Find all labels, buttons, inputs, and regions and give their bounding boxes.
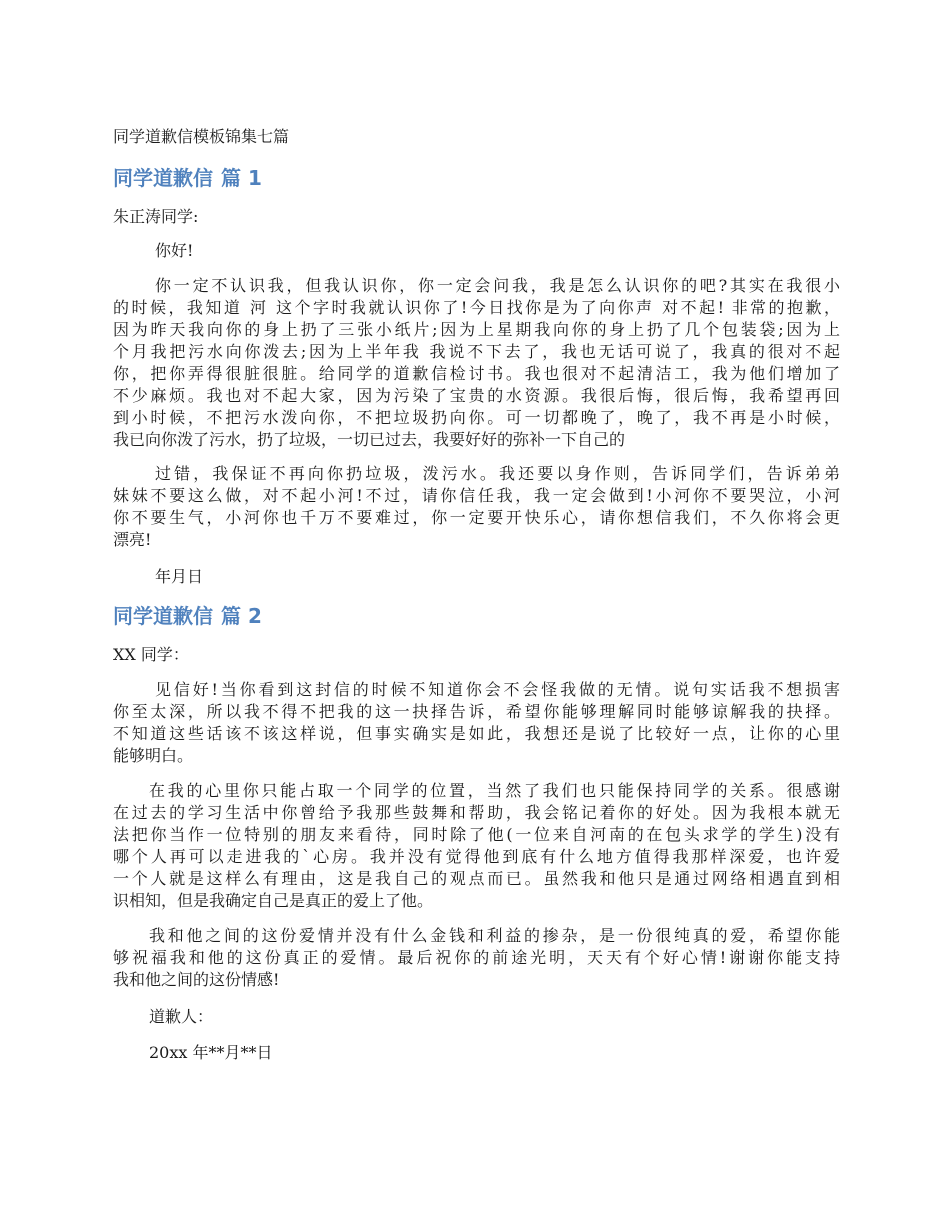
paragraph-line: 在我的心里你只能占取一个同学的位置，当然了我们也只能保持同学的关系。很感谢	[149, 781, 840, 800]
paragraph-line: 你，把你弄得很脏很脏。给同学的道歉信检讨书。我也很对不起清洁工，我为他们增加了	[113, 364, 840, 383]
paragraph-line: 法把你当作一位特别的朋友来看待，同时除了他(一位来自河南的在包头求学的学生)没有	[113, 825, 840, 844]
paragraph-line: 过错，我保证不再向你扔垃圾，泼污水。我还要以身作则，告诉同学们，告诉弟弟	[155, 464, 840, 483]
section-1-date: 年月日	[155, 567, 204, 586]
section-1-heading-number: 篇 1	[221, 166, 262, 190]
section-2-paragraph-1	[113, 679, 840, 767]
signer-label: 道歉人：	[149, 1007, 214, 1026]
document-title: 同学道歉信模板锦集七篇	[113, 127, 290, 146]
section-1-heading-text: 同学道歉信	[113, 166, 213, 190]
paragraph-line: 不少麻烦。我也对不起大家，因为污染了宝贵的水资源。我很后悔，很后悔，我希望再回	[113, 386, 840, 405]
paragraph-line: 的时候，我知道 河 这个字时我就认识你了!今日找你是为了向你声 对不起! 非常的抱歉，	[113, 298, 840, 317]
paragraph-line: 个月我把污水向你泼去;因为上半年我 我说不下去了，我也无话可说了，我真的很对不起	[113, 342, 840, 361]
paragraph-line: 见信好!当你看到这封信的时候不知道你会不会怪我做的无情。说句实话我不想损害	[155, 680, 840, 699]
section-2-heading-number: 篇 2	[221, 604, 262, 628]
section-2-salutation: XX 同学：	[113, 645, 189, 664]
section-2-paragraph-2	[113, 780, 840, 912]
paragraph-line: 识相知，但是我确定自己是真正的爱上了他。	[113, 891, 434, 910]
section-2-heading-text: 同学道歉信	[113, 604, 213, 628]
section-1-paragraph-1	[113, 275, 840, 451]
paragraph-line: 你一定不认识我，但我认识你，你一定会问我，我是怎么认识你的吧?其实在我很小	[155, 276, 840, 295]
section-2-date: 20xx 年**月**日	[149, 1043, 273, 1062]
paragraph-line: 因为昨天我向你的身上扔了三张小纸片;因为上星期我向你的身上扔了几个包装袋;因为上	[113, 320, 840, 339]
paragraph-line: 能够明白。	[113, 746, 194, 765]
section-1-greeting: 你好!	[155, 241, 194, 260]
paragraph-line: 在过去的学习生活中你曾给予我那些鼓舞和帮助，我会铭记着你的好处。因为我根本就无	[113, 803, 840, 822]
section-1-heading	[113, 165, 262, 191]
paragraph-line: 我和他之间的这份情感!	[113, 970, 280, 989]
paragraph-line: 你不要生气，小河你也千万不要难过，你一定要开快乐心，请你想信我们，不久你将会更	[113, 508, 840, 527]
paragraph-line: 够祝福我和他的这份真正的爱情。最后祝你的前途光明，天天有个好心情!谢谢你能支持	[113, 948, 840, 967]
paragraph-line: 到小时候，不把污水泼向你，不把垃圾扔向你。可一切都晚了，晚了，我不再是小时候，	[113, 408, 840, 427]
paragraph-line: 漂亮!	[113, 530, 152, 549]
paragraph-line: 一个人就是这样么有理由，这是我自己的观点而已。虽然我和他只是通过网络相遇直到相	[113, 869, 840, 888]
paragraph-line: 我已向你泼了污水，扔了垃圾，一切已过去，我要好好的弥补一下自己的	[113, 430, 626, 449]
paragraph-line: 你至太深，所以我不得不把我的这一抉择告诉，希望你能够理解同时能够谅解我的抉择。	[113, 702, 840, 721]
section-2-heading	[113, 603, 262, 629]
paragraph-line: 我和他之间的这份爱情并没有什么金钱和利益的掺杂，是一份很纯真的爱，希望你能	[149, 926, 840, 945]
paragraph-line: 不知道这些话该不该这样说，但事实确实是如此，我想还是说了比较好一点，让你的心里	[113, 724, 840, 743]
paragraph-line: 妹妹不要这么做，对不起小河!不过，请你信任我，我一定会做到!小河你不要哭泣，小河	[113, 486, 840, 505]
paragraph-line: 哪个人再可以走进我的`心房。我并没有觉得他到底有什么地方值得我那样深爱，也许爱	[113, 847, 840, 866]
section-1-salutation: 朱正涛同学:	[113, 207, 199, 226]
section-1-paragraph-2	[113, 463, 840, 551]
section-2-paragraph-3	[113, 925, 840, 991]
